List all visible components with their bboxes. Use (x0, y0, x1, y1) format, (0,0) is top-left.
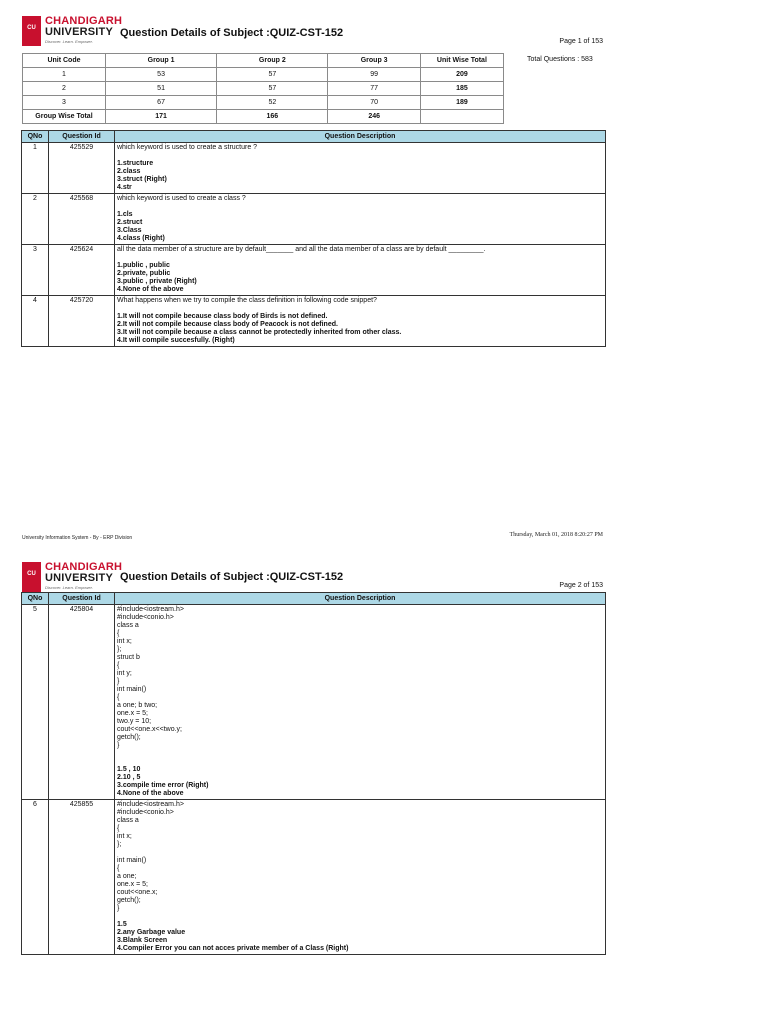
question-text-line: which keyword is used to create a class ? (117, 195, 246, 202)
question-number: 3 (22, 245, 49, 296)
question-text-line: { (117, 865, 120, 872)
summary-header-cell: Group 3 (328, 54, 420, 68)
question-text-line: { (117, 694, 120, 701)
answer-option: 2.any Garbage value (117, 929, 186, 936)
summary-table (22, 53, 504, 124)
question-description (115, 605, 606, 800)
header-question-description: Question Description (115, 131, 606, 143)
summary-cell: 52 (217, 96, 328, 110)
summary-header-cell: Group 2 (217, 54, 328, 68)
question-text-line: a one; b two; (117, 702, 158, 709)
summary-cell: 189 (420, 96, 503, 110)
logo-line1: CHANDIGARH (45, 15, 123, 27)
question-row (22, 800, 606, 955)
question-text-line: class a (117, 622, 139, 629)
summary-cell: 67 (105, 96, 216, 110)
question-text-line: #include<iostream.h> (117, 801, 184, 808)
cu-shield-icon (22, 562, 41, 592)
university-logo (22, 561, 123, 592)
question-text-line: getch(); (117, 897, 141, 904)
question-text-line (117, 849, 603, 857)
question-number: 1 (22, 143, 49, 194)
question-text-line: struct b (117, 654, 140, 661)
question-id: 425855 (49, 800, 115, 955)
logo-tagline: Discover. Learn. Empower. (45, 39, 93, 44)
summary-row (23, 96, 504, 110)
question-text-line: } (117, 678, 120, 685)
answer-option: 3.Blank Screen (117, 937, 168, 944)
question-text-line: all the data member of a structure are by default_______ and all the data member of a class are by default _________. (117, 246, 486, 253)
summary-header-row (23, 54, 504, 68)
summary-cell: 77 (328, 82, 420, 96)
question-text-line: { (117, 825, 120, 832)
summary-cell: 246 (328, 110, 420, 124)
answer-option: 2.class (117, 168, 141, 175)
question-description (115, 800, 606, 955)
question-table-header (22, 593, 606, 605)
question-text-line (117, 305, 603, 313)
question-text-line: a one; (117, 873, 137, 880)
summary-cell: 185 (420, 82, 503, 96)
page-title: Question Details of Subject :QUIZ-CST-152 (120, 27, 344, 39)
question-text-line (117, 758, 603, 766)
question-text-line (117, 203, 603, 211)
question-text-line: What happens when we try to compile the class definition in following code snippet? (117, 297, 377, 304)
footer-right: Thursday, March 01, 2018 8:20:27 PM (509, 532, 603, 538)
summary-cell: 2 (23, 82, 106, 96)
answer-option: 3.compile time error (Right) (117, 782, 209, 789)
answer-option: 4.It will compile succesfully. (Right) (117, 337, 235, 344)
question-description (115, 245, 606, 296)
summary-cell: 53 (105, 68, 216, 82)
summary-cell: Group Wise Total (23, 110, 106, 124)
header-question-description: Question Description (115, 593, 606, 605)
summary-header-cell: Group 1 (105, 54, 216, 68)
question-id: 425624 (49, 245, 115, 296)
logo-line2: UNIVERSITY (45, 572, 114, 584)
summary-cell: 57 (217, 68, 328, 82)
answer-option: 1.5 , 10 (117, 766, 141, 773)
question-id: 425804 (49, 605, 115, 800)
question-text-line: { (117, 662, 120, 669)
answer-option: 1.It will not compile because class body of Birds is not defined. (117, 313, 328, 320)
question-text-line: int x; (117, 638, 132, 645)
question-text-line: { (117, 630, 120, 637)
question-text-line: cout<<one.x; (117, 889, 158, 896)
question-number: 5 (22, 605, 49, 800)
question-text-line: one.x = 5; (117, 881, 148, 888)
header-question-id: Question Id (49, 593, 115, 605)
summary-cell: 3 (23, 96, 106, 110)
question-table-header (22, 131, 606, 143)
logo-tagline: Discover. Learn. Empower. (45, 585, 93, 590)
question-text-line (117, 913, 603, 921)
logo-line1: CHANDIGARH (45, 561, 123, 573)
question-text-line: int main() (117, 686, 147, 693)
question-text-line (117, 750, 603, 758)
page-number: Page 1 of 153 (559, 38, 603, 45)
question-rows (22, 143, 606, 347)
answer-option: 2.10 , 5 (117, 774, 141, 781)
question-description (115, 296, 606, 347)
page-title: Question Details of Subject :QUIZ-CST-152 (120, 571, 344, 583)
summary-cell: 51 (105, 82, 216, 96)
answer-option: 1.cls (117, 211, 133, 218)
header-qno: QNo (22, 131, 49, 143)
question-description (115, 143, 606, 194)
question-text-line (117, 254, 603, 262)
summary-header-cell: Unit Wise Total (420, 54, 503, 68)
logo-line2: UNIVERSITY (45, 26, 114, 38)
question-id: 425720 (49, 296, 115, 347)
logo-cu-text: CU (27, 571, 36, 577)
answer-option: 3.public , private (Right) (117, 278, 197, 285)
page-number: Page 2 of 153 (559, 582, 603, 589)
header-qno: QNo (22, 593, 49, 605)
question-number: 6 (22, 800, 49, 955)
summary-cell: 171 (105, 110, 216, 124)
question-table-page1 (21, 130, 606, 347)
question-row (22, 296, 606, 347)
question-text-line: #include<conio.h> (117, 614, 174, 621)
summary-total-row (23, 110, 504, 124)
question-text-line: #include<conio.h> (117, 809, 174, 816)
question-text-line: two.y = 10; (117, 718, 152, 725)
question-text-line: which keyword is used to create a structure ? (117, 144, 258, 151)
question-text-line: #include<iostream.h> (117, 606, 184, 613)
summary-cell: 209 (420, 68, 503, 82)
summary-cell: 57 (217, 82, 328, 96)
university-logo (22, 15, 123, 46)
summary-cell: 166 (217, 110, 328, 124)
answer-option: 4.None of the above (117, 790, 184, 797)
summary-cell (420, 110, 503, 124)
question-text-line: class a (117, 817, 139, 824)
question-text-line (117, 152, 603, 160)
answer-option: 4.Compiler Error you can not acces private member of a Class (Right) (117, 945, 349, 952)
summary-cell: 99 (328, 68, 420, 82)
question-text-line: } (117, 905, 120, 912)
question-text-line: getch(); (117, 734, 141, 741)
question-row (22, 143, 606, 194)
question-text-line: }; (117, 646, 122, 653)
question-id: 425568 (49, 194, 115, 245)
answer-option: 3.Class (117, 227, 142, 234)
total-questions: Total Questions : 583 (527, 56, 593, 63)
question-text-line: }; (117, 841, 122, 848)
answer-option: 3.It will not compile because a class cannot be protectedly inherited from other class. (117, 329, 402, 336)
summary-cell: 1 (23, 68, 106, 82)
question-row (22, 245, 606, 296)
cu-shield-icon (22, 16, 41, 46)
question-number: 4 (22, 296, 49, 347)
summary-row (23, 82, 504, 96)
question-text-line: one.x = 5; (117, 710, 148, 717)
answer-option: 1.public , public (117, 262, 170, 269)
question-text-line: int x; (117, 833, 132, 840)
question-table-page2 (21, 592, 606, 955)
answer-option: 2.private, public (117, 270, 171, 277)
summary-row (23, 68, 504, 82)
question-rows (22, 605, 606, 955)
question-text-line: cout<<one.x<<two.y; (117, 726, 182, 733)
answer-option: 1.5 (117, 921, 127, 928)
summary-cell: 70 (328, 96, 420, 110)
question-row (22, 605, 606, 800)
question-text-line: int y; (117, 670, 132, 677)
question-id: 425529 (49, 143, 115, 194)
question-row (22, 194, 606, 245)
question-description (115, 194, 606, 245)
question-text-line: int main() (117, 857, 147, 864)
answer-option: 4.None of the above (117, 286, 184, 293)
answer-option: 4.class (Right) (117, 235, 165, 242)
logo-cu-text: CU (27, 25, 36, 31)
answer-option: 1.structure (117, 160, 154, 167)
question-number: 2 (22, 194, 49, 245)
footer-left: University Information System - By - ERP Division (22, 535, 133, 541)
question-text-line: } (117, 742, 120, 749)
answer-option: 3.struct (Right) (117, 176, 167, 183)
answer-option: 2.struct (117, 219, 143, 226)
header-question-id: Question Id (49, 131, 115, 143)
answer-option: 2.It will not compile because class body of Peacock is not defined. (117, 321, 338, 328)
answer-option: 4.str (117, 184, 132, 191)
summary-header-cell: Unit Code (23, 54, 106, 68)
